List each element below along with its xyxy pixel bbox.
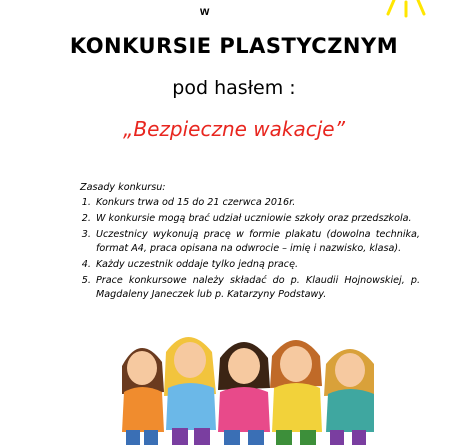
child-figure: [164, 337, 216, 445]
rule-item: 2. W konkursie mogą brać udział uczniowie szkoły oraz przedszkola.: [94, 212, 420, 226]
sun-icon: [366, 0, 446, 20]
rule-item: 5. Prace konkursowe należy składać do p. Klaudii Hojnowskiej, p. Magdaleny Janeczek lub p. Katarzyny Podstawy.: [94, 274, 420, 302]
rule-item: 4. Każdy uczestnik oddaje tylko jedną pracę.: [94, 258, 420, 272]
child-figure: [122, 348, 164, 445]
header-word: w: [200, 4, 210, 18]
child-figure: [270, 340, 322, 445]
child-figure: [324, 349, 374, 445]
rules-list: [80, 196, 420, 302]
rule-item: 1. Konkurs trwa od 15 do 21 czerwca 2016r.: [94, 196, 420, 210]
children-illustration: [118, 322, 376, 445]
contest-subtitle: pod hasłem :: [172, 77, 296, 99]
contest-title: KONKURSIE PLASTYCZNYM: [69, 34, 399, 58]
rules-section: [80, 181, 420, 304]
rules-heading: Zasady konkursu:: [80, 182, 166, 193]
child-figure: [218, 342, 270, 445]
rule-item: 3. Uczestnicy wykonują pracę w formie plakatu (dowolna technika, format A4, praca opisana na odwrocie – imię i nazwisko, klasa).: [94, 228, 420, 256]
contest-slogan: „Bezpieczne wakacje”: [123, 117, 345, 141]
